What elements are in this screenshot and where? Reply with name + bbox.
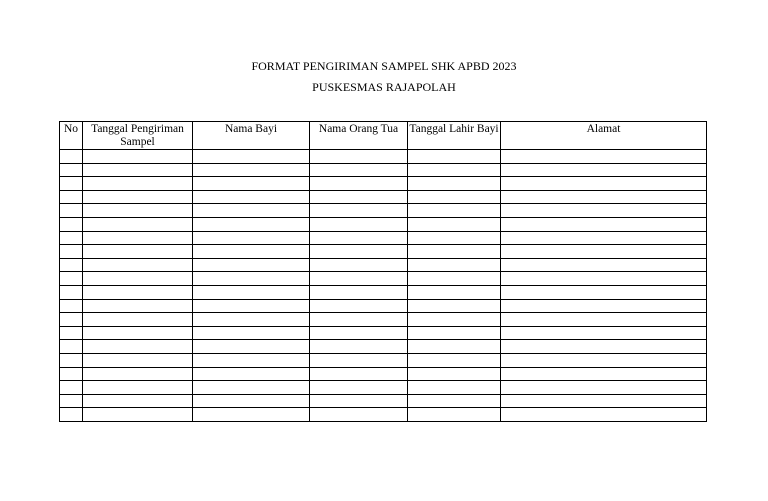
- cell-tanggal-lahir[interactable]: [408, 313, 501, 327]
- cell-nama-bayi[interactable]: [193, 177, 310, 191]
- cell-no[interactable]: [60, 340, 83, 354]
- cell-no[interactable]: [60, 394, 83, 408]
- cell-tanggal-pengiriman[interactable]: [83, 353, 193, 367]
- document-subtitle: PUSKESMAS RAJAPOLAH: [312, 80, 456, 94]
- cell-nama-orang-tua[interactable]: [310, 285, 408, 299]
- table-row: [60, 299, 707, 313]
- cell-tanggal-lahir[interactable]: [408, 231, 501, 245]
- cell-tanggal-pengiriman[interactable]: [83, 367, 193, 381]
- cell-tanggal-lahir[interactable]: [408, 381, 501, 395]
- cell-no[interactable]: [60, 163, 83, 177]
- cell-nama-bayi[interactable]: [193, 258, 310, 272]
- cell-nama-bayi[interactable]: [193, 367, 310, 381]
- cell-no[interactable]: [60, 367, 83, 381]
- cell-no[interactable]: [60, 258, 83, 272]
- cell-tanggal-lahir[interactable]: [408, 204, 501, 218]
- table-row: [60, 272, 707, 286]
- cell-tanggal-lahir[interactable]: [408, 285, 501, 299]
- cell-nama-bayi[interactable]: [193, 394, 310, 408]
- cell-nama-bayi[interactable]: [193, 217, 310, 231]
- cell-nama-bayi[interactable]: [193, 381, 310, 395]
- cell-nama-orang-tua[interactable]: [310, 340, 408, 354]
- table-row: [60, 190, 707, 204]
- cell-nama-orang-tua[interactable]: [310, 190, 408, 204]
- cell-tanggal-pengiriman[interactable]: [83, 177, 193, 191]
- table-row: [60, 367, 707, 381]
- cell-no[interactable]: [60, 285, 83, 299]
- header-tanggal-pengiriman: Tanggal Pengiriman Sampel: [83, 122, 193, 150]
- cell-tanggal-pengiriman[interactable]: [83, 231, 193, 245]
- cell-no[interactable]: [60, 408, 83, 422]
- table-row: [60, 326, 707, 340]
- table-row: [60, 408, 707, 422]
- cell-tanggal-lahir[interactable]: [408, 367, 501, 381]
- table-row: [60, 231, 707, 245]
- header-alamat: Alamat: [501, 122, 707, 150]
- table-row: [60, 313, 707, 327]
- cell-tanggal-lahir[interactable]: [408, 272, 501, 286]
- cell-no[interactable]: [60, 204, 83, 218]
- cell-alamat[interactable]: [501, 231, 707, 245]
- cell-tanggal-lahir[interactable]: [408, 177, 501, 191]
- cell-no[interactable]: [60, 272, 83, 286]
- cell-tanggal-pengiriman[interactable]: [83, 272, 193, 286]
- table-row: [60, 381, 707, 395]
- cell-nama-orang-tua[interactable]: [310, 204, 408, 218]
- cell-no[interactable]: [60, 313, 83, 327]
- cell-nama-orang-tua[interactable]: [310, 177, 408, 191]
- cell-alamat[interactable]: [501, 394, 707, 408]
- cell-no[interactable]: [60, 231, 83, 245]
- cell-alamat[interactable]: [501, 163, 707, 177]
- table-row: [60, 163, 707, 177]
- cell-nama-orang-tua[interactable]: [310, 394, 408, 408]
- cell-tanggal-pengiriman[interactable]: [83, 258, 193, 272]
- table-row: [60, 353, 707, 367]
- table-row: [60, 394, 707, 408]
- sample-table: [59, 121, 707, 422]
- cell-nama-orang-tua[interactable]: [310, 381, 408, 395]
- cell-nama-orang-tua[interactable]: [310, 408, 408, 422]
- table-row: [60, 177, 707, 191]
- cell-no[interactable]: [60, 190, 83, 204]
- cell-no[interactable]: [60, 353, 83, 367]
- cell-tanggal-lahir[interactable]: [408, 150, 501, 164]
- cell-nama-orang-tua[interactable]: [310, 217, 408, 231]
- cell-tanggal-lahir[interactable]: [408, 326, 501, 340]
- header-tanggal-lahir: Tanggal Lahir Bayi: [408, 122, 501, 150]
- cell-tanggal-pengiriman[interactable]: [83, 299, 193, 313]
- table-row: [60, 285, 707, 299]
- table-row: [60, 245, 707, 259]
- cell-nama-orang-tua[interactable]: [310, 245, 408, 259]
- cell-tanggal-pengiriman[interactable]: [83, 245, 193, 259]
- cell-nama-bayi[interactable]: [193, 163, 310, 177]
- cell-nama-bayi[interactable]: [193, 313, 310, 327]
- cell-nama-bayi[interactable]: [193, 285, 310, 299]
- table-body: [60, 150, 707, 422]
- cell-nama-bayi[interactable]: [193, 150, 310, 164]
- cell-tanggal-lahir[interactable]: [408, 408, 501, 422]
- cell-tanggal-pengiriman[interactable]: [83, 150, 193, 164]
- cell-nama-orang-tua[interactable]: [310, 353, 408, 367]
- document-title: FORMAT PENGIRIMAN SAMPEL SHK APBD 2023: [251, 59, 517, 73]
- cell-alamat[interactable]: [501, 340, 707, 354]
- cell-nama-orang-tua[interactable]: [310, 258, 408, 272]
- cell-nama-bayi[interactable]: [193, 272, 310, 286]
- cell-nama-orang-tua[interactable]: [310, 272, 408, 286]
- cell-alamat[interactable]: [501, 353, 707, 367]
- cell-tanggal-lahir[interactable]: [408, 299, 501, 313]
- cell-nama-orang-tua[interactable]: [310, 367, 408, 381]
- cell-tanggal-pengiriman[interactable]: [83, 326, 193, 340]
- cell-nama-orang-tua[interactable]: [310, 150, 408, 164]
- cell-tanggal-pengiriman[interactable]: [83, 313, 193, 327]
- table-row: [60, 217, 707, 231]
- cell-alamat[interactable]: [501, 150, 707, 164]
- cell-alamat[interactable]: [501, 258, 707, 272]
- cell-tanggal-lahir[interactable]: [408, 245, 501, 259]
- cell-no[interactable]: [60, 217, 83, 231]
- cell-tanggal-lahir[interactable]: [408, 217, 501, 231]
- cell-tanggal-lahir[interactable]: [408, 394, 501, 408]
- cell-nama-bayi[interactable]: [193, 408, 310, 422]
- header-nama-bayi: Nama Bayi: [193, 122, 310, 150]
- cell-tanggal-lahir[interactable]: [408, 163, 501, 177]
- cell-nama-bayi[interactable]: [193, 245, 310, 259]
- table-row: [60, 150, 707, 164]
- table-row: [60, 340, 707, 354]
- cell-alamat[interactable]: [501, 313, 707, 327]
- cell-tanggal-lahir[interactable]: [408, 340, 501, 354]
- cell-alamat[interactable]: [501, 217, 707, 231]
- cell-tanggal-pengiriman[interactable]: [83, 285, 193, 299]
- cell-nama-bayi[interactable]: [193, 353, 310, 367]
- table-row: [60, 258, 707, 272]
- cell-alamat[interactable]: [501, 285, 707, 299]
- cell-tanggal-pengiriman[interactable]: [83, 163, 193, 177]
- header-nama-orang-tua: Nama Orang Tua: [310, 122, 408, 150]
- cell-alamat[interactable]: [501, 326, 707, 340]
- cell-nama-bayi[interactable]: [193, 340, 310, 354]
- cell-nama-bayi[interactable]: [193, 299, 310, 313]
- cell-nama-orang-tua[interactable]: [310, 313, 408, 327]
- cell-alamat[interactable]: [501, 245, 707, 259]
- cell-alamat[interactable]: [501, 299, 707, 313]
- cell-tanggal-pengiriman[interactable]: [83, 204, 193, 218]
- cell-tanggal-pengiriman[interactable]: [83, 217, 193, 231]
- cell-no[interactable]: [60, 326, 83, 340]
- cell-tanggal-pengiriman[interactable]: [83, 408, 193, 422]
- cell-alamat[interactable]: [501, 408, 707, 422]
- cell-tanggal-pengiriman[interactable]: [83, 340, 193, 354]
- cell-alamat[interactable]: [501, 190, 707, 204]
- cell-tanggal-lahir[interactable]: [408, 353, 501, 367]
- cell-nama-orang-tua[interactable]: [310, 163, 408, 177]
- cell-alamat[interactable]: [501, 204, 707, 218]
- cell-nama-bayi[interactable]: [193, 204, 310, 218]
- cell-tanggal-lahir[interactable]: [408, 190, 501, 204]
- cell-no[interactable]: [60, 381, 83, 395]
- cell-no[interactable]: [60, 177, 83, 191]
- cell-tanggal-lahir[interactable]: [408, 258, 501, 272]
- cell-tanggal-pengiriman[interactable]: [83, 190, 193, 204]
- cell-tanggal-pengiriman[interactable]: [83, 394, 193, 408]
- cell-no[interactable]: [60, 245, 83, 259]
- cell-nama-orang-tua[interactable]: [310, 299, 408, 313]
- cell-alamat[interactable]: [501, 272, 707, 286]
- cell-tanggal-pengiriman[interactable]: [83, 381, 193, 395]
- cell-no[interactable]: [60, 150, 83, 164]
- cell-nama-orang-tua[interactable]: [310, 326, 408, 340]
- cell-alamat[interactable]: [501, 177, 707, 191]
- cell-nama-bayi[interactable]: [193, 190, 310, 204]
- cell-no[interactable]: [60, 299, 83, 313]
- cell-nama-bayi[interactable]: [193, 326, 310, 340]
- table-row: [60, 204, 707, 218]
- header-no: No: [60, 122, 83, 150]
- cell-alamat[interactable]: [501, 381, 707, 395]
- table-header-row: [60, 122, 707, 150]
- cell-nama-bayi[interactable]: [193, 231, 310, 245]
- cell-alamat[interactable]: [501, 367, 707, 381]
- cell-nama-orang-tua[interactable]: [310, 231, 408, 245]
